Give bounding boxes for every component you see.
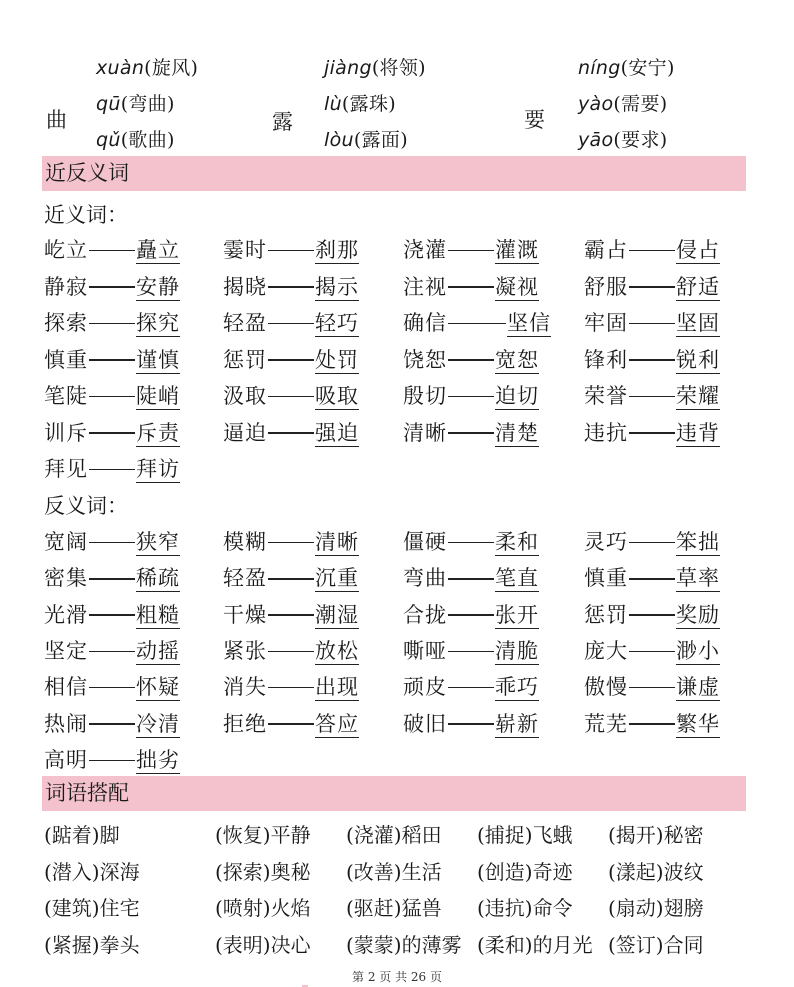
word: 清晰 <box>403 420 447 445</box>
antonyms-row <box>44 526 744 556</box>
dash-line <box>268 396 314 398</box>
synonyms-pair <box>584 271 720 301</box>
collocation-item: (探索)奥秘 <box>215 859 311 884</box>
word: 霸占 <box>584 238 628 262</box>
paren-open: ( <box>371 57 380 79</box>
word: 僵硬 <box>403 530 447 554</box>
antonyms-pair <box>584 599 720 629</box>
collocation-item: (恢复)平静 <box>215 823 311 847</box>
synonyms-pair <box>584 344 720 374</box>
antonyms-pair <box>403 635 539 665</box>
answer-word: 迫切 <box>495 384 539 408</box>
answer-word: 揭示 <box>315 274 359 299</box>
answer-word: 谦虚 <box>676 675 720 700</box>
dash-line <box>448 542 494 544</box>
answer-word: 繁华 <box>676 711 720 736</box>
answer-word: 笔直 <box>495 566 539 591</box>
word: 消失 <box>223 675 267 700</box>
word: 模糊 <box>223 530 267 554</box>
antonyms-pair <box>223 671 359 701</box>
answer-word: 狭窄 <box>136 530 180 554</box>
synonyms-pair <box>44 307 180 337</box>
collocation-row <box>44 929 744 959</box>
answer-word: 陡峭 <box>136 384 180 408</box>
synonyms-pair <box>584 234 720 264</box>
synonyms-pair <box>403 234 539 264</box>
dash-line <box>629 396 675 398</box>
example-word: 旋风 <box>151 57 191 79</box>
synonyms-pair <box>403 417 539 447</box>
pinyin: níng <box>578 57 621 79</box>
antonyms-pair <box>44 744 180 774</box>
synonyms-pair <box>44 453 180 483</box>
dash-line <box>89 323 135 325</box>
collocation-item: (创造)奇迹 <box>477 859 573 884</box>
word: 惩罚 <box>223 347 267 372</box>
answer-word: 安静 <box>136 274 180 299</box>
collocation-item: (签订)合同 <box>608 932 704 957</box>
answer-word: 怀疑 <box>136 675 180 700</box>
paren-open: ( <box>120 93 129 115</box>
word: 注视 <box>403 274 447 299</box>
pinyin: qǔ <box>96 129 121 151</box>
answer-word: 拙劣 <box>136 747 180 772</box>
antonyms-pair <box>584 671 720 701</box>
paren-close: ) <box>167 129 175 151</box>
polyphone-reading <box>324 89 396 116</box>
word: 确信 <box>403 311 447 335</box>
collocation-row <box>44 819 744 849</box>
paren-open: ( <box>620 57 629 79</box>
collocation-item: (漾起)波纹 <box>608 859 704 884</box>
collocation-item: (改善)生活 <box>346 859 442 884</box>
collocation-item: (蒙蒙)的薄雾 <box>346 932 462 957</box>
dash-line <box>448 651 494 653</box>
antonyms-pair <box>584 635 720 665</box>
answer-word: 违背 <box>676 420 720 445</box>
antonyms-row <box>44 671 744 701</box>
word: 饶恕 <box>403 347 447 372</box>
answer-word: 轻巧 <box>315 311 359 335</box>
word: 违抗 <box>584 420 628 445</box>
paren-close: ) <box>659 93 668 115</box>
word: 惩罚 <box>584 602 628 627</box>
answer-word: 冷清 <box>136 711 180 736</box>
answer-word: 清楚 <box>495 420 539 445</box>
antonyms-pair <box>403 526 539 556</box>
synonyms-pair <box>44 417 180 447</box>
dash-line <box>268 286 314 288</box>
dash-line <box>629 286 675 288</box>
synonyms-pair <box>44 344 180 374</box>
answer-word: 动摇 <box>136 638 180 663</box>
example-word: 要求 <box>621 129 660 151</box>
pinyin: yāo <box>578 129 614 151</box>
polyphone-reading <box>578 53 675 80</box>
answer-word: 放松 <box>315 638 359 663</box>
synonyms-pair <box>403 271 539 301</box>
answer-word: 柔和 <box>495 530 539 554</box>
antonyms-pair <box>223 635 359 665</box>
antonyms-pair <box>44 708 180 738</box>
word: 训斥 <box>44 420 88 445</box>
dash-line <box>268 651 314 653</box>
word: 牢固 <box>584 311 628 335</box>
answer-word: 灌溉 <box>495 238 539 262</box>
synonyms-row <box>44 417 744 447</box>
synonyms-pair <box>44 271 180 301</box>
dash-line <box>448 286 494 288</box>
antonyms-pair <box>44 635 180 665</box>
answer-word: 吸取 <box>315 384 359 408</box>
example-word: 歌曲 <box>128 129 168 151</box>
paren-close: ) <box>659 129 668 151</box>
dash-line <box>89 651 135 653</box>
antonyms-row <box>44 562 744 592</box>
synonyms-row <box>44 307 744 337</box>
word: 汲取 <box>223 384 267 408</box>
collocation-item: (踮着)脚 <box>44 823 120 847</box>
answer-word: 强迫 <box>315 420 359 445</box>
dash-line <box>268 432 314 434</box>
synonyms-pair <box>403 307 551 337</box>
answer-word: 侵占 <box>676 238 720 262</box>
collocation-item: (捕捉)飞蛾 <box>477 823 573 847</box>
answer-word: 崭新 <box>495 711 539 736</box>
answer-word: 清脆 <box>495 638 539 663</box>
dash-line <box>448 359 494 361</box>
dash-line <box>629 723 675 725</box>
word: 破旧 <box>403 711 447 736</box>
synonyms-pair <box>223 307 359 337</box>
answer-word: 斥责 <box>136 420 180 445</box>
answer-word: 潮湿 <box>315 602 359 627</box>
section-header-collocations: 词语搭配 <box>42 776 746 811</box>
answer-word: 粗糙 <box>136 602 180 627</box>
word: 傲慢 <box>584 675 628 700</box>
answer-word: 奖励 <box>676 602 720 627</box>
antonyms-pair <box>44 562 180 592</box>
word: 密集 <box>44 566 88 591</box>
answer-word: 清晰 <box>315 530 359 554</box>
dash-line <box>268 723 314 725</box>
answer-word: 乖巧 <box>495 675 539 700</box>
collocation-item: (建筑)住宅 <box>44 896 140 920</box>
synonyms-row <box>44 344 744 374</box>
dash-line <box>89 760 135 762</box>
synonyms-pair <box>223 417 359 447</box>
word: 紧张 <box>223 638 267 663</box>
word: 逼迫 <box>223 420 267 445</box>
paren-close: ) <box>666 57 675 79</box>
dash-line <box>268 542 314 544</box>
synonyms-pair <box>584 417 720 447</box>
answer-word: 凝视 <box>495 274 539 299</box>
synonyms-pair <box>223 344 359 374</box>
paren-close: ) <box>418 57 426 79</box>
answer-word: 出现 <box>315 675 359 700</box>
collocation-item: (潜入)深海 <box>44 859 140 884</box>
word: 热闹 <box>44 711 88 736</box>
answer-word: 拜访 <box>136 457 180 481</box>
antonyms-pair <box>403 671 539 701</box>
pinyin: yào <box>578 93 614 115</box>
word: 霎时 <box>223 238 267 262</box>
dash-line <box>448 723 494 725</box>
answer-word: 稀疏 <box>136 566 180 591</box>
word: 合拢 <box>403 602 447 627</box>
word: 拜见 <box>44 457 88 481</box>
collocation-item: (柔和)的月光 <box>477 932 593 957</box>
paren-open: ( <box>341 93 350 115</box>
paren-close: ) <box>190 57 199 79</box>
paren-open: ( <box>120 129 129 151</box>
answer-word: 刹那 <box>315 238 359 262</box>
synonyms-pair <box>44 234 180 264</box>
dash-line <box>448 578 494 580</box>
collocation-row <box>44 892 744 922</box>
antonyms-pair <box>403 599 539 629</box>
polyphone-reading <box>96 125 175 152</box>
word: 锋利 <box>584 347 628 372</box>
example-word: 将领 <box>379 57 419 79</box>
paren-open: ( <box>613 129 622 151</box>
dash-line <box>89 687 135 689</box>
antonyms-pair <box>584 526 720 556</box>
answer-word: 矗立 <box>136 238 180 262</box>
antonyms-pair <box>44 599 180 629</box>
collocation-row <box>44 856 744 886</box>
answer-word: 坚信 <box>507 311 551 335</box>
antonyms-pair <box>403 708 539 738</box>
synonyms-pair <box>223 234 359 264</box>
antonyms-row <box>44 708 744 738</box>
word: 慎重 <box>584 566 628 591</box>
word: 荣誉 <box>584 384 628 408</box>
antonyms-pair <box>584 562 720 592</box>
dash-line <box>268 578 314 580</box>
dash-line <box>629 578 675 580</box>
dash-line <box>629 323 675 325</box>
answer-word: 草率 <box>676 566 720 591</box>
dash-line <box>268 614 314 616</box>
example-word: 露珠 <box>349 93 389 115</box>
synonyms-label: 近义词： <box>44 203 128 227</box>
dash-line <box>89 396 135 398</box>
word: 宽阔 <box>44 530 88 554</box>
word: 干燥 <box>223 602 267 627</box>
collocation-item: (表明)决心 <box>215 932 311 957</box>
dash-line <box>89 542 135 544</box>
word: 顽皮 <box>403 675 447 700</box>
word: 荒芜 <box>584 711 628 736</box>
polyphone-char: 曲 <box>46 108 67 132</box>
collocation-item: (扇动)翅膀 <box>608 896 704 920</box>
word: 拒绝 <box>223 711 267 736</box>
polyphone-reading <box>578 125 667 152</box>
paren-close: ) <box>400 129 408 151</box>
word: 浇灌 <box>403 238 447 262</box>
polyphone-char: 要 <box>524 108 545 132</box>
dash-line <box>448 323 506 325</box>
dash-line <box>448 432 494 434</box>
polyphone-reading <box>324 125 408 152</box>
dash-line <box>89 432 135 434</box>
dash-line <box>448 250 494 252</box>
paren-close: ) <box>167 93 175 115</box>
dash-line <box>629 432 675 434</box>
answer-word: 探究 <box>136 311 180 335</box>
word: 坚定 <box>44 638 88 663</box>
synonyms-pair <box>44 380 180 410</box>
paren-open: ( <box>613 93 622 115</box>
dash-line <box>89 578 135 580</box>
antonyms-label: 反义词： <box>44 494 128 518</box>
dash-line <box>268 359 314 361</box>
collocation-item: (驱赶)猛兽 <box>346 896 442 920</box>
answer-word: 渺小 <box>676 638 720 663</box>
word: 探索 <box>44 311 88 335</box>
example-word: 需要 <box>621 93 660 115</box>
polyphone-char: 露 <box>272 110 293 134</box>
word: 高明 <box>44 747 88 772</box>
pinyin: lòu <box>324 129 354 151</box>
word: 静寂 <box>44 274 88 299</box>
word: 轻盈 <box>223 311 267 335</box>
polyphone-reading <box>96 53 198 80</box>
dash-line <box>268 250 314 252</box>
collocation-item: (违抗)命令 <box>477 896 573 920</box>
dash-line <box>89 614 135 616</box>
example-word: 弯曲 <box>128 93 168 115</box>
example-word: 露面 <box>361 129 401 151</box>
dash-line <box>629 250 675 252</box>
antonyms-row <box>44 599 744 629</box>
dash-line <box>89 286 135 288</box>
antonyms-pair <box>584 708 720 738</box>
collocation-item: (喷射)火焰 <box>215 896 311 920</box>
answer-word: 舒适 <box>676 274 720 299</box>
antonyms-row <box>44 635 744 665</box>
synonyms-pair <box>403 380 539 410</box>
paren-close: ) <box>388 93 396 115</box>
polyphone-reading <box>578 89 667 116</box>
antonyms-pair <box>223 562 359 592</box>
polyphone-reading <box>324 53 426 80</box>
antonyms-pair <box>44 671 180 701</box>
answer-word: 笨拙 <box>676 530 720 554</box>
synonyms-row <box>44 380 744 410</box>
answer-word: 张开 <box>495 602 539 627</box>
dash-line <box>629 651 675 653</box>
word: 弯曲 <box>403 566 447 591</box>
word: 相信 <box>44 675 88 700</box>
word: 嘶哑 <box>403 638 447 663</box>
word: 揭晓 <box>223 274 267 299</box>
answer-word: 宽恕 <box>495 347 539 372</box>
answer-word: 处罚 <box>315 347 359 372</box>
dash-line <box>268 323 314 325</box>
synonyms-pair <box>223 380 359 410</box>
dash-line <box>89 250 135 252</box>
synonyms-row <box>44 453 744 483</box>
paren-open: ( <box>353 129 362 151</box>
dash-line <box>448 396 494 398</box>
synonyms-pair <box>223 271 359 301</box>
answer-word: 沉重 <box>315 566 359 591</box>
collocation-item: (揭开)秘密 <box>608 823 704 847</box>
synonyms-pair <box>403 344 539 374</box>
word: 屹立 <box>44 238 88 262</box>
answer-word: 坚固 <box>676 311 720 335</box>
dash-line <box>89 723 135 725</box>
synonyms-pair <box>584 380 720 410</box>
dash-line <box>629 687 675 689</box>
word: 慎重 <box>44 347 88 372</box>
section-header-synonyms-antonyms: 近反义词 <box>42 156 746 191</box>
example-word: 安宁 <box>628 57 667 79</box>
dash-line <box>448 614 494 616</box>
paren-open: ( <box>144 57 152 79</box>
dash-line <box>629 542 675 544</box>
page-footer: 第 2 页 共 26 页 <box>352 970 442 984</box>
word: 庞大 <box>584 638 628 663</box>
answer-word: 谨慎 <box>136 347 180 372</box>
pinyin: xuàn <box>96 57 145 79</box>
word: 光滑 <box>44 602 88 627</box>
word: 轻盈 <box>223 566 267 591</box>
dash-line <box>629 359 675 361</box>
antonyms-pair <box>223 599 359 629</box>
pinyin: qū <box>96 93 121 115</box>
dash-line <box>268 687 314 689</box>
synonyms-row <box>44 271 744 301</box>
dash-line <box>629 614 675 616</box>
synonyms-pair <box>584 307 720 337</box>
answer-word: 锐利 <box>676 347 720 372</box>
word: 灵巧 <box>584 530 628 554</box>
answer-word: 答应 <box>315 711 359 736</box>
answer-word: 荣耀 <box>676 384 720 408</box>
antonyms-pair <box>403 562 539 592</box>
dash-line <box>89 359 135 361</box>
antonyms-row <box>44 744 744 774</box>
dash-line <box>89 469 135 471</box>
antonyms-pair <box>223 526 359 556</box>
word: 笔陡 <box>44 384 88 408</box>
polyphone-reading <box>96 89 175 116</box>
synonyms-row <box>44 234 744 264</box>
word: 殷切 <box>403 384 447 408</box>
antonyms-pair <box>44 526 180 556</box>
dash-line <box>448 687 494 689</box>
word: 舒服 <box>584 274 628 299</box>
collocation-item: (紧握)拳头 <box>44 932 140 957</box>
pinyin: jiàng <box>324 57 372 79</box>
collocation-item: (浇灌)稻田 <box>346 823 442 847</box>
pinyin: lù <box>324 93 342 115</box>
antonyms-pair <box>223 708 359 738</box>
